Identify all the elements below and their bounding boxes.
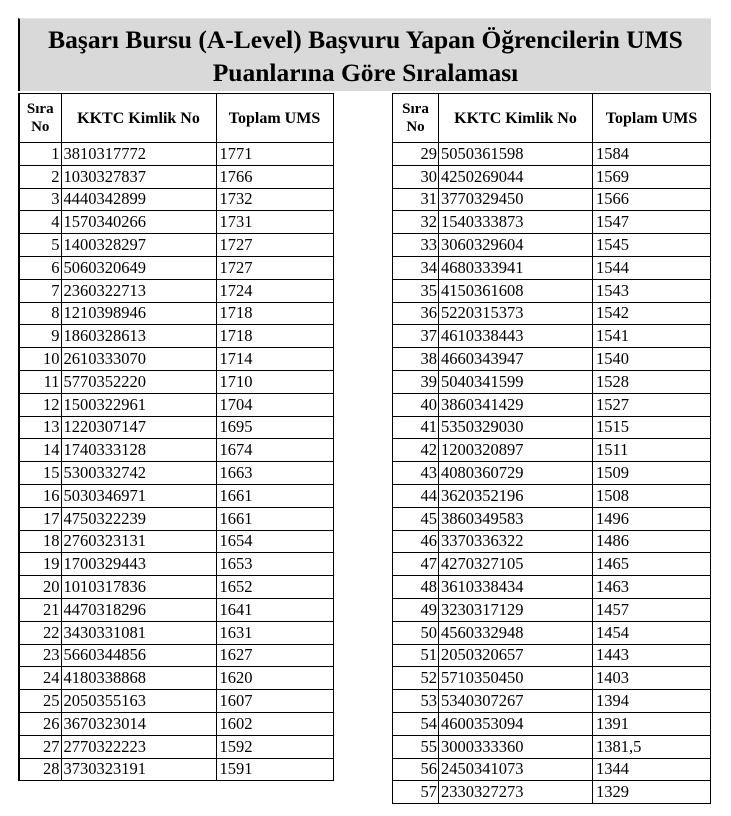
table-row: [19, 576, 333, 599]
rank-cell: 40: [393, 393, 439, 416]
ums-score-cell: 1727: [216, 256, 333, 279]
ums-score-cell: 1566: [593, 188, 711, 211]
id-number-cell: 1860328613: [61, 325, 216, 348]
id-number-cell: 4150361608: [439, 279, 593, 302]
rank-cell: 47: [393, 553, 439, 576]
table-header-row: [393, 94, 711, 143]
table-row: [393, 462, 711, 485]
id-number-cell: 2360322713: [61, 279, 216, 302]
no-label: No: [31, 119, 50, 135]
id-number-cell: 5350329030: [439, 416, 593, 439]
table-row: [393, 393, 711, 416]
table-row: [393, 712, 711, 735]
id-number-cell: 4680333941: [439, 256, 593, 279]
ums-score-cell: 1541: [593, 325, 711, 348]
rank-cell: 42: [393, 439, 439, 462]
ums-score-cell: 1661: [216, 484, 333, 507]
rank-cell: 29: [393, 143, 439, 166]
id-number-cell: 4750322239: [61, 507, 216, 530]
id-number-cell: 4440342899: [61, 188, 216, 211]
rank-cell: 7: [19, 279, 61, 302]
id-number-cell: 5060320649: [61, 256, 216, 279]
table-row: [393, 644, 711, 667]
ums-score-cell: 1620: [216, 667, 333, 690]
rank-cell: 19: [19, 553, 61, 576]
ums-score-cell: 1704: [216, 393, 333, 416]
rank-cell: 32: [393, 211, 439, 234]
id-number-cell: 1200320897: [439, 439, 593, 462]
table-row: [393, 416, 711, 439]
rank-cell: 46: [393, 530, 439, 553]
id-number-cell: 4180338868: [61, 667, 216, 690]
table-row: [393, 484, 711, 507]
table-row: [393, 621, 711, 644]
table-row: [19, 553, 333, 576]
ums-score-cell: 1454: [593, 621, 711, 644]
table-row: [19, 256, 333, 279]
rank-cell: 50: [393, 621, 439, 644]
rank-cell: 22: [19, 621, 61, 644]
id-number-cell: 1030327837: [61, 165, 216, 188]
rank-cell: 18: [19, 530, 61, 553]
rank-cell: 2: [19, 165, 61, 188]
table-row: [19, 279, 333, 302]
ums-score-cell: 1724: [216, 279, 333, 302]
id-number-cell: 3620352196: [439, 484, 593, 507]
sira-label: Sıra: [402, 101, 429, 117]
rank-cell: 24: [19, 667, 61, 690]
ums-score-cell: 1771: [216, 143, 333, 166]
rank-cell: 44: [393, 484, 439, 507]
table-row: [19, 416, 333, 439]
table-row: [19, 462, 333, 485]
table-row: [393, 325, 711, 348]
rank-cell: 13: [19, 416, 61, 439]
rank-cell: 8: [19, 302, 61, 325]
ranking-table-right: [392, 93, 711, 804]
table-row: [393, 667, 711, 690]
table-row: [393, 553, 711, 576]
table-row: [393, 781, 711, 804]
id-number-cell: 5040341599: [439, 370, 593, 393]
table-row: [393, 279, 711, 302]
table-row: [19, 302, 333, 325]
table-row: [393, 302, 711, 325]
ums-score-cell: 1607: [216, 690, 333, 713]
rank-cell: 53: [393, 690, 439, 713]
id-number-cell: 3430331081: [61, 621, 216, 644]
table-row: [19, 143, 333, 166]
rank-cell: 15: [19, 462, 61, 485]
ums-score-cell: 1766: [216, 165, 333, 188]
id-number-cell: 1220307147: [61, 416, 216, 439]
ums-score-cell: 1544: [593, 256, 711, 279]
table-row: [19, 507, 333, 530]
rank-cell: 43: [393, 462, 439, 485]
rank-cell: 52: [393, 667, 439, 690]
ums-score-cell: 1543: [593, 279, 711, 302]
table-row: [19, 712, 333, 735]
rank-cell: 26: [19, 712, 61, 735]
ums-score-cell: 1731: [216, 211, 333, 234]
id-number-cell: 3770329450: [439, 188, 593, 211]
ums-score-cell: 1394: [593, 690, 711, 713]
id-number-cell: 5660344856: [61, 644, 216, 667]
table-row: [393, 188, 711, 211]
ums-score-cell: 1653: [216, 553, 333, 576]
table-row: [19, 439, 333, 462]
id-number-cell: 5340307267: [439, 690, 593, 713]
id-number-cell: 5050361598: [439, 143, 593, 166]
table-row: [393, 576, 711, 599]
column-header-sira: [393, 94, 439, 143]
table-row: [19, 530, 333, 553]
table-row: [393, 598, 711, 621]
table-row: [393, 348, 711, 371]
ums-score-cell: 1515: [593, 416, 711, 439]
ranking-table-left: [18, 93, 334, 781]
id-number-cell: 5710350450: [439, 667, 593, 690]
title-line-1: Başarı Bursu (A-Level) Başvuru Yapan Öğrencilerin UMS: [48, 25, 683, 54]
ums-score-cell: 1463: [593, 576, 711, 599]
ums-score-cell: 1344: [593, 758, 711, 781]
id-number-cell: 4560332948: [439, 621, 593, 644]
ums-score-cell: 1545: [593, 234, 711, 257]
table-row: [19, 234, 333, 257]
table-row: [19, 667, 333, 690]
ums-score-cell: 1443: [593, 644, 711, 667]
rank-cell: 36: [393, 302, 439, 325]
id-number-cell: 3860341429: [439, 393, 593, 416]
rank-cell: 10: [19, 348, 61, 371]
id-number-cell: 2760323131: [61, 530, 216, 553]
id-number-cell: 5770352220: [61, 370, 216, 393]
ums-score-cell: 1602: [216, 712, 333, 735]
table-row: [393, 758, 711, 781]
table-row: [393, 735, 711, 758]
table-row: [393, 507, 711, 530]
sira-label: Sıra: [26, 101, 54, 117]
ums-score-cell: 1654: [216, 530, 333, 553]
id-number-cell: 3610338434: [439, 576, 593, 599]
rank-cell: 25: [19, 690, 61, 713]
ums-score-cell: 1540: [593, 348, 711, 371]
id-number-cell: 1540333873: [439, 211, 593, 234]
id-number-cell: 3370336322: [439, 530, 593, 553]
rank-cell: 4: [19, 211, 61, 234]
id-number-cell: 5300332742: [61, 462, 216, 485]
id-number-cell: 1700329443: [61, 553, 216, 576]
id-number-cell: 4600353094: [439, 712, 593, 735]
rank-cell: 3: [19, 188, 61, 211]
table-row: [393, 234, 711, 257]
ums-score-cell: 1457: [593, 598, 711, 621]
rank-cell: 1: [19, 143, 61, 166]
ums-score-cell: 1710: [216, 370, 333, 393]
ums-score-cell: 1547: [593, 211, 711, 234]
ums-score-cell: 1663: [216, 462, 333, 485]
id-number-cell: 2770322223: [61, 735, 216, 758]
table-row: [19, 348, 333, 371]
table-row: [19, 188, 333, 211]
ums-score-cell: 1674: [216, 439, 333, 462]
id-number-cell: 3860349583: [439, 507, 593, 530]
id-number-cell: 1500322961: [61, 393, 216, 416]
rank-cell: 5: [19, 234, 61, 257]
ums-score-cell: 1661: [216, 507, 333, 530]
rank-cell: 39: [393, 370, 439, 393]
rank-cell: 6: [19, 256, 61, 279]
column-header-kimlik: KKTC Kimlik No: [61, 94, 216, 143]
id-number-cell: 4470318296: [61, 598, 216, 621]
ums-score-cell: 1714: [216, 348, 333, 371]
rank-cell: 21: [19, 598, 61, 621]
id-number-cell: 1740333128: [61, 439, 216, 462]
id-number-cell: 3810317772: [61, 143, 216, 166]
table-row: [19, 393, 333, 416]
ums-score-cell: 1592: [216, 735, 333, 758]
column-header-ums: Toplam UMS: [593, 94, 711, 143]
ums-score-cell: 1718: [216, 325, 333, 348]
table-row: [393, 439, 711, 462]
column-header-sira: [19, 94, 61, 143]
id-number-cell: 2050320657: [439, 644, 593, 667]
rank-cell: 9: [19, 325, 61, 348]
id-number-cell: 4270327105: [439, 553, 593, 576]
ums-score-cell: 1542: [593, 302, 711, 325]
column-header-ums: Toplam UMS: [216, 94, 333, 143]
rank-cell: 17: [19, 507, 61, 530]
ums-score-cell: 1496: [593, 507, 711, 530]
id-number-cell: 2610333070: [61, 348, 216, 371]
table-row: [19, 484, 333, 507]
id-number-cell: 1400328297: [61, 234, 216, 257]
ums-score-cell: 1509: [593, 462, 711, 485]
rank-cell: 49: [393, 598, 439, 621]
table-row: [393, 211, 711, 234]
table-row: [19, 211, 333, 234]
ums-score-cell: 1508: [593, 484, 711, 507]
id-number-cell: 4660343947: [439, 348, 593, 371]
table-header-row: [19, 94, 333, 143]
id-number-cell: 3670323014: [61, 712, 216, 735]
rank-cell: 54: [393, 712, 439, 735]
rank-cell: 31: [393, 188, 439, 211]
rank-cell: 30: [393, 165, 439, 188]
ums-score-cell: 1465: [593, 553, 711, 576]
rank-cell: 48: [393, 576, 439, 599]
rank-cell: 37: [393, 325, 439, 348]
id-number-cell: 1210398946: [61, 302, 216, 325]
ums-score-cell: 1591: [216, 758, 333, 781]
no-label: No: [406, 119, 425, 135]
id-number-cell: 3730323191: [61, 758, 216, 781]
ums-score-cell: 1403: [593, 667, 711, 690]
table-row: [393, 530, 711, 553]
id-number-cell: 4610338443: [439, 325, 593, 348]
ums-score-cell: 1695: [216, 416, 333, 439]
rank-cell: 12: [19, 393, 61, 416]
id-number-cell: 1570340266: [61, 211, 216, 234]
rank-cell: 20: [19, 576, 61, 599]
id-number-cell: 3060329604: [439, 234, 593, 257]
rank-cell: 41: [393, 416, 439, 439]
id-number-cell: 4250269044: [439, 165, 593, 188]
id-number-cell: 1010317836: [61, 576, 216, 599]
table-row: [393, 165, 711, 188]
ums-score-cell: 1527: [593, 393, 711, 416]
rank-cell: 28: [19, 758, 61, 781]
ums-score-cell: 1391: [593, 712, 711, 735]
ums-score-cell: 1584: [593, 143, 711, 166]
table-row: [393, 143, 711, 166]
rank-cell: 27: [19, 735, 61, 758]
ums-score-cell: 1511: [593, 439, 711, 462]
table-row: [19, 370, 333, 393]
ums-score-cell: 1627: [216, 644, 333, 667]
id-number-cell: 3230317129: [439, 598, 593, 621]
rank-cell: 23: [19, 644, 61, 667]
ums-score-cell: 1631: [216, 621, 333, 644]
table-row: [19, 598, 333, 621]
title-line-2: Puanlarına Göre Sıralaması: [212, 58, 519, 87]
ums-score-cell: 1528: [593, 370, 711, 393]
id-number-cell: 2450341073: [439, 758, 593, 781]
id-number-cell: 2330327273: [439, 781, 593, 804]
table-row: [19, 621, 333, 644]
rank-cell: 34: [393, 256, 439, 279]
ums-score-cell: 1718: [216, 302, 333, 325]
rank-cell: 38: [393, 348, 439, 371]
table-row: [19, 758, 333, 781]
table-row: [19, 690, 333, 713]
rank-cell: 51: [393, 644, 439, 667]
id-number-cell: 5030346971: [61, 484, 216, 507]
rank-cell: 14: [19, 439, 61, 462]
table-row: [19, 165, 333, 188]
table-row: [19, 735, 333, 758]
rank-cell: 57: [393, 781, 439, 804]
ums-score-cell: 1727: [216, 234, 333, 257]
ums-score-cell: 1652: [216, 576, 333, 599]
ums-score-cell: 1569: [593, 165, 711, 188]
column-header-kimlik: KKTC Kimlik No: [439, 94, 593, 143]
table-row: [19, 644, 333, 667]
table-row: [393, 256, 711, 279]
rank-cell: 33: [393, 234, 439, 257]
id-number-cell: 4080360729: [439, 462, 593, 485]
rank-cell: 55: [393, 735, 439, 758]
id-number-cell: 2050355163: [61, 690, 216, 713]
document-title: [18, 18, 711, 91]
table-row: [19, 325, 333, 348]
rank-cell: 35: [393, 279, 439, 302]
table-row: [393, 690, 711, 713]
ums-score-cell: 1732: [216, 188, 333, 211]
table-row: [393, 370, 711, 393]
id-number-cell: 5220315373: [439, 302, 593, 325]
rank-cell: 11: [19, 370, 61, 393]
ums-score-cell: 1641: [216, 598, 333, 621]
ums-score-cell: 1486: [593, 530, 711, 553]
id-number-cell: 3000333360: [439, 735, 593, 758]
rank-cell: 45: [393, 507, 439, 530]
ums-score-cell: 1329: [593, 781, 711, 804]
ums-score-cell: 1381,5: [593, 735, 711, 758]
rank-cell: 56: [393, 758, 439, 781]
rank-cell: 16: [19, 484, 61, 507]
